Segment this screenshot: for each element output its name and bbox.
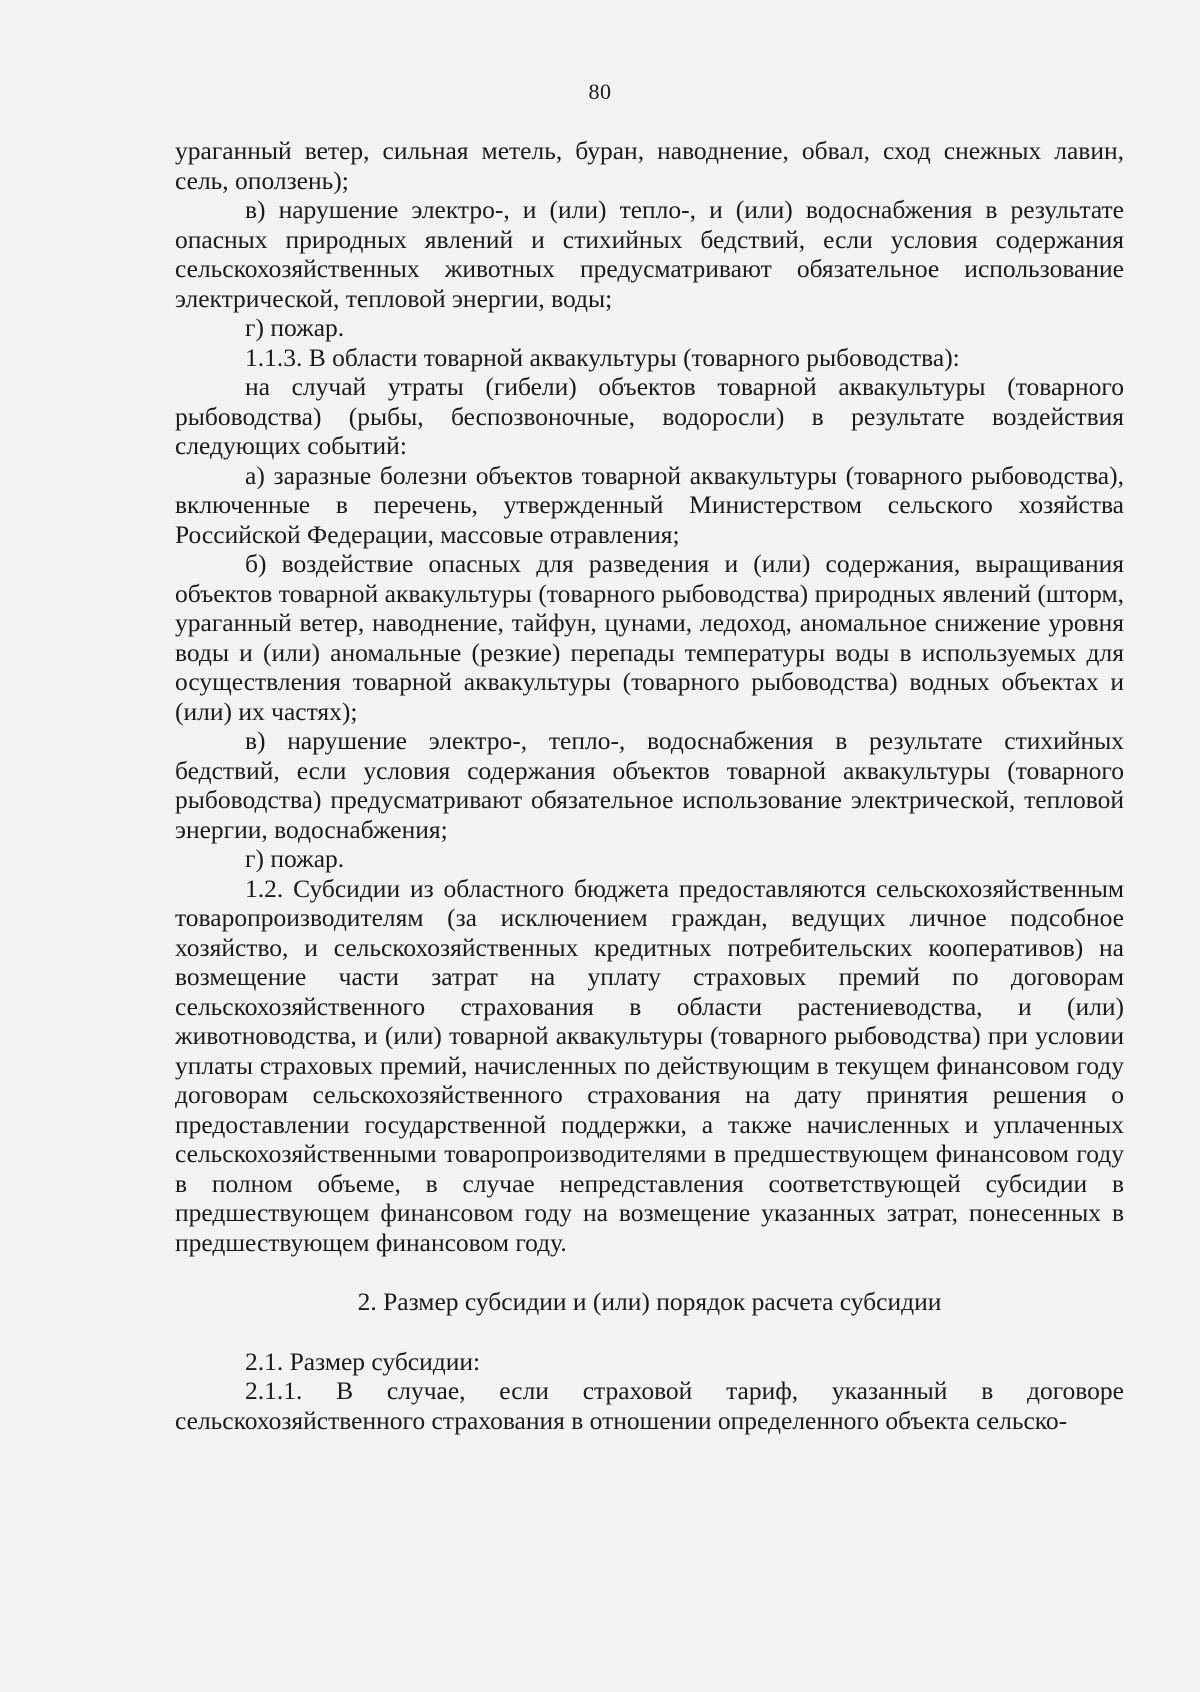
paragraph: в) нарушение электро-, и (или) тепло-, и (или) водоснабжения в результате опасных природных явлений и стихийных бедствий, если условия содержания сельскохозяйственных животных предусматривают обязательное использование электрической, тепловой энергии, воды;	[175, 195, 1124, 313]
paragraph: ураганный ветер, сильная метель, буран, наводнение, обвал, сход снежных лавин, сель, оползень);	[175, 136, 1124, 195]
paragraph: а) заразные болезни объектов товарной аквакультуры (товарного рыбоводства), включенные в перечень, утвержденный Министерством сельского хозяйства Российской Федерации, массовые отравления;	[175, 460, 1124, 549]
paragraph: г) пожар.	[245, 313, 345, 342]
paragraph: б) воздействие опасных для разведения и (или) содержания, выращивания объектов товарной аквакультуры (товарного рыбоводства) природных явлений (шторм, ураганный ветер, наводнение, тайфун, цунами, ледоход, аномальное снижение уровня воды и (или) аномальные (резкие) перепады температуры воды в используемых для осуществления товарной аквакультуры (товарного рыбоводства) водных объектах и (или) их частях);	[175, 549, 1124, 726]
document-body	[175, 136, 1124, 1435]
paragraph: 1.2. Субсидии из областного бюджета предоставляются сельскохозяйственным товаропроизводителям (за исключением граждан, ведущих личное подсобное хозяйство, и сельскохозяйственных кредитных потребительских кооперативов) на возмещение части затрат на уплату страховых премий по договорам сельскохозяйственного страхования в области растениеводства, и (или) животноводства, и (или) товарной аквакультуры (товарного рыбоводства) при условии уплаты страховых премий, начисленных по действующим в текущем финансовом году договорам сельскохозяйственного страхования на дату принятия решения о предоставлении государственной поддержки, а также начисленных и уплаченных сельскохозяйственными товаропроизводителями в предшествующем финансовом году в полном объеме, в случае непредставления соответствующей субсидии в предшествующем финансовом году на возмещение указанных затрат, понесенных в предшествующем финансовом году.	[175, 873, 1124, 1257]
paragraph: 2.1. Размер субсидии:	[245, 1346, 481, 1376]
paragraph: 1.1.3. В области товарной аквакультуры (товарного рыбоводства):	[245, 342, 960, 372]
page-number: 80	[588, 79, 612, 104]
paragraph: в) нарушение электро-, тепло-, водоснабжения в результате стихийных бедствий, если условия содержания объектов товарной аквакультуры (товарного рыбоводства) предусматривают обязательное использование электрической, тепловой энергии, водоснабжения;	[175, 726, 1124, 844]
section-heading: 2. Размер субсидии и (или) порядок расчета субсидии	[357, 1287, 942, 1316]
paragraph: г) пожар.	[245, 844, 345, 873]
paragraph: 2.1.1. В случае, если страховой тариф, указанный в договоре сельскохозяйственного страхования в отношении определенного объекта сельско-	[175, 1376, 1124, 1435]
paragraph: на случай утраты (гибели) объектов товарной аквакультуры (товарного рыбоводства) (рыбы, беспозвоночные, водоросли) в результате воздействия следующих событий:	[175, 372, 1124, 460]
